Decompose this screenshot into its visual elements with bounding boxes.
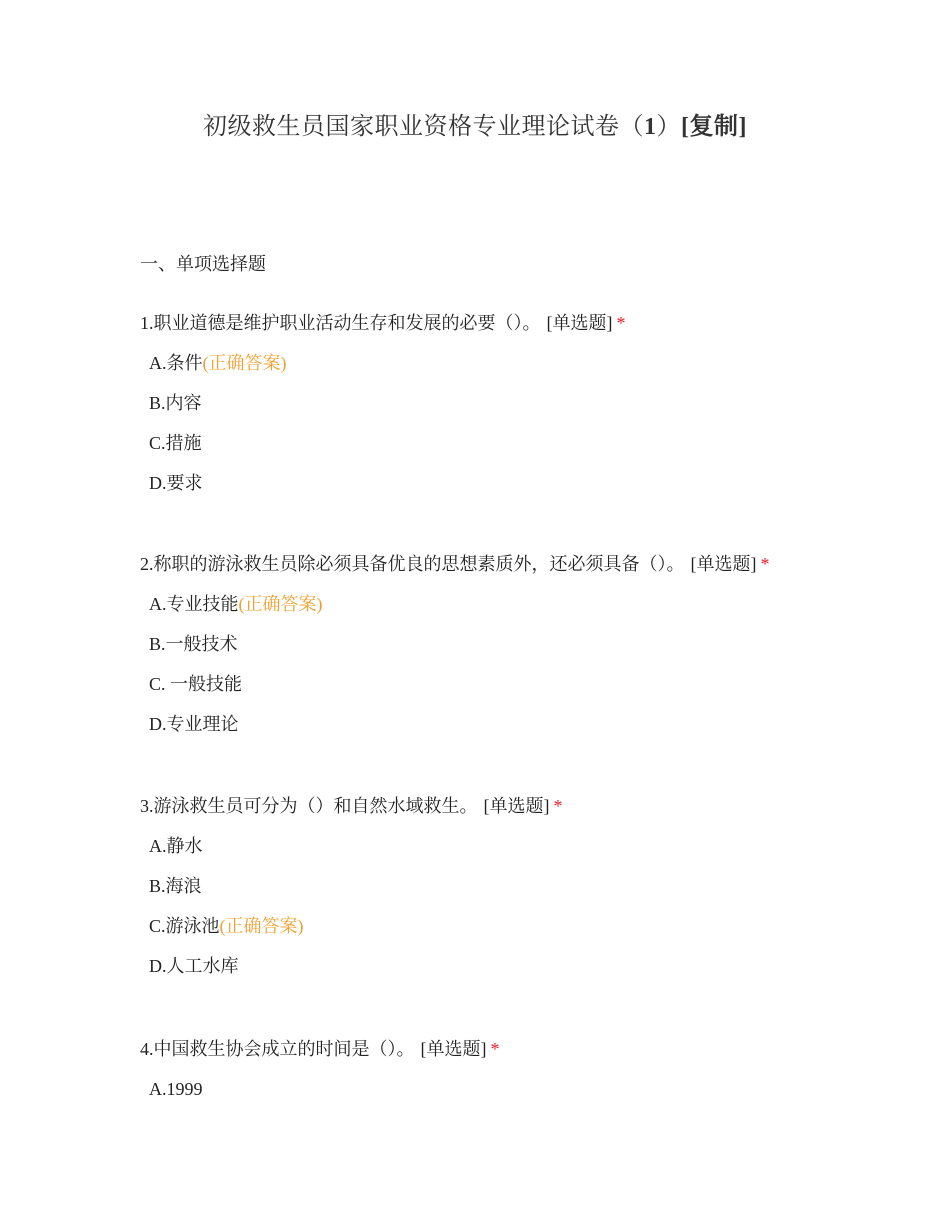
question-text: 1.职业道德是维护职业活动生存和发展的必要（）。 [140, 313, 541, 333]
option-text: B.海浪 [149, 876, 202, 896]
question-2 [140, 553, 900, 735]
question-type-label: [单选题] [483, 796, 550, 816]
option-text: C.游泳池 [149, 916, 220, 936]
option-c [149, 673, 900, 695]
option-text: D.要求 [149, 473, 203, 493]
required-mark: * [616, 313, 626, 333]
title-suffix: [复制] [681, 114, 747, 140]
required-mark: * [760, 554, 770, 574]
correct-answer-tag: (正确答案) [202, 353, 287, 373]
option-b [149, 633, 900, 655]
question-type-label: [单选题] [546, 313, 613, 333]
question-stem [140, 553, 900, 575]
option-d [149, 472, 900, 494]
option-text: A.条件 [149, 353, 203, 373]
option-text: B.一般技术 [149, 634, 238, 654]
option-text: B.内容 [149, 393, 202, 413]
option-c [149, 915, 900, 937]
question-text: 3.游泳救生员可分为（）和自然水域救生。 [140, 796, 478, 816]
correct-answer-tag: (正确答案) [219, 916, 304, 936]
question-text: 4.中国救生协会成立的时间是（）。 [140, 1039, 415, 1059]
section-heading: 一、单项选择题 [140, 254, 266, 274]
option-d [149, 713, 900, 735]
option-a [149, 352, 900, 374]
option-d [149, 955, 900, 977]
option-text: D.人工水库 [149, 956, 239, 976]
question-stem [140, 312, 900, 334]
question-3 [140, 795, 900, 977]
option-text: A.1999 [149, 1079, 203, 1099]
question-text: 2.称职的游泳救生员除必须具备优良的思想素质外，还必须具备（）。 [140, 554, 685, 574]
question-stem [140, 795, 900, 817]
question-type-label: [单选题] [420, 1039, 487, 1059]
title-number: 1 [644, 114, 657, 140]
title-main: 初级救生员国家职业资格专业理论试卷（ [203, 114, 644, 140]
option-a [149, 1078, 900, 1100]
option-a [149, 593, 900, 615]
option-text: C. 一般技能 [149, 674, 243, 694]
question-type-label: [单选题] [690, 554, 757, 574]
title-close: ） [656, 114, 681, 140]
option-text: D.专业理论 [149, 714, 239, 734]
option-c [149, 432, 900, 454]
option-text: A.静水 [149, 836, 203, 856]
required-mark: * [490, 1039, 500, 1059]
page-title [0, 112, 950, 142]
option-text: C.措施 [149, 433, 202, 453]
question-4 [140, 1038, 900, 1100]
question-1 [140, 312, 900, 494]
correct-answer-tag: (正确答案) [238, 594, 323, 614]
option-a [149, 835, 900, 857]
required-mark: * [553, 796, 563, 816]
option-text: A.专业技能 [149, 594, 239, 614]
option-b [149, 875, 900, 897]
question-stem [140, 1038, 900, 1060]
option-b [149, 392, 900, 414]
